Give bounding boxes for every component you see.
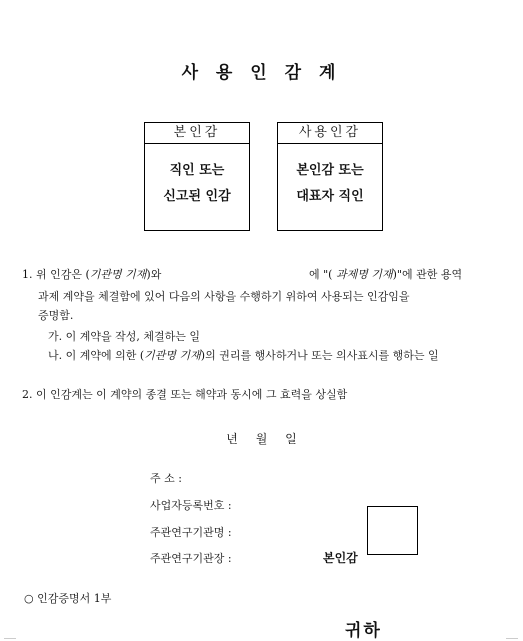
address-label: 주 소 :: [150, 472, 182, 485]
institution-placeholder: 기관명 기재: [89, 268, 147, 281]
page-edge-mark: [4, 638, 16, 639]
item1-suffix-b: )"에 관한 용역: [392, 268, 463, 281]
org-head-label: 주관연구기관장 :: [150, 552, 232, 565]
item1-prefix: 1. 위 인감은 (: [22, 268, 90, 281]
addressee-label: 귀하: [345, 621, 382, 641]
task-placeholder: 과제명 기재: [335, 268, 393, 281]
seal-box-header: 사용인감: [278, 123, 382, 144]
seal-box-body: [278, 144, 382, 210]
item1-sub-a: 가. 이 계약을 작성, 체결하는 일: [48, 330, 200, 343]
institution-placeholder: 기관명 기재: [144, 349, 201, 362]
seal-label: 본인감: [323, 551, 358, 565]
seal-box-line: 신고된 인감: [163, 189, 231, 204]
item1-mid: )와: [146, 268, 162, 281]
item1-line3: 증명함.: [38, 309, 74, 322]
page-edge-mark: [506, 638, 518, 639]
seal-box-line: 대표자 직인: [296, 189, 364, 204]
attachment-note: ○ 인감증명서 1부: [24, 592, 112, 605]
item1-line2: 과제 계약을 체결함에 있어 다음의 사항을 수행하기 위하여 사용되는 인감임을: [38, 290, 410, 303]
seal-square: [367, 506, 418, 555]
seal-box-header: 본인감: [145, 123, 249, 144]
seal-box-line: 본인감 또는: [296, 163, 364, 178]
seal-box-line: 직인 또는: [169, 163, 225, 178]
document-title: 사 용 인 감 계: [181, 63, 342, 83]
item1-line1: [22, 268, 161, 282]
item1-suffix-a: 에 "(: [309, 268, 333, 281]
business-reg-label: 사업자등록번호 :: [150, 499, 232, 512]
org-name-label: 주관연구기관명 :: [150, 526, 232, 539]
item1-sub-b-suffix: )의 권리를 행사하거나 또는 의사표시를 행하는 일: [200, 349, 439, 362]
registered-seal-box: [144, 122, 250, 231]
item2-text: 2. 이 인감계는 이 계약의 종결 또는 해약과 동시에 그 효력을 상실함: [22, 388, 348, 401]
used-seal-box: [277, 122, 383, 231]
date-line: 년 월 일: [226, 432, 297, 446]
item1-sub-b-prefix: 나. 이 계약에 의한 (: [48, 349, 145, 362]
item1-sub-b: [48, 349, 439, 363]
item1-line1-right: [309, 268, 462, 282]
seal-box-body: [145, 144, 249, 210]
